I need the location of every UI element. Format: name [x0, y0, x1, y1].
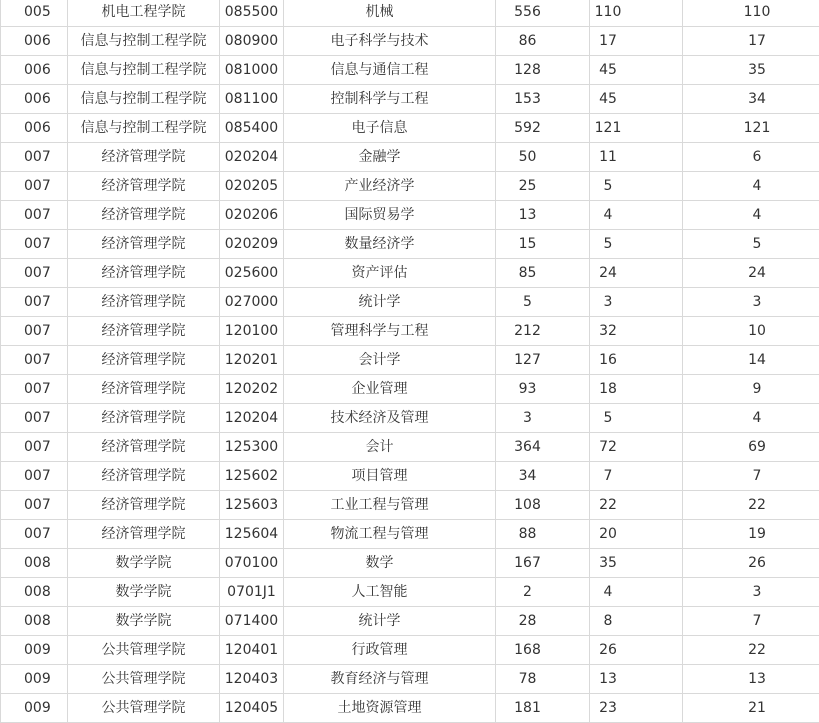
first-choice-admitted-cell: 4 — [683, 404, 819, 433]
major-code-cell: 120401 — [220, 636, 284, 665]
applicant-count-cell: 88 — [496, 520, 590, 549]
first-choice-admitted-cell: 5 — [683, 230, 819, 259]
major-name-cell: 国际贸易学 — [284, 201, 496, 230]
admitted-count-cell: 35 — [590, 549, 683, 578]
college-code-cell: 007 — [1, 346, 68, 375]
major-name-cell: 数学 — [284, 549, 496, 578]
major-name-cell: 统计学 — [284, 288, 496, 317]
college-name-cell: 数学学院 — [68, 578, 220, 607]
table-row — [1, 143, 819, 172]
major-name-cell: 土地资源管理 — [284, 694, 496, 723]
applicant-count-cell: 167 — [496, 549, 590, 578]
first-choice-admitted-cell: 10 — [683, 317, 819, 346]
applicant-count-cell: 153 — [496, 85, 590, 114]
college-name-cell: 经济管理学院 — [68, 317, 220, 346]
applicant-count-cell: 181 — [496, 694, 590, 723]
major-code-cell: 120100 — [220, 317, 284, 346]
first-choice-admitted-cell: 3 — [683, 578, 819, 607]
table-row — [1, 375, 819, 404]
table-row — [1, 665, 819, 694]
college-name-cell: 数学学院 — [68, 607, 220, 636]
major-code-cell: 085400 — [220, 114, 284, 143]
college-code-cell: 008 — [1, 607, 68, 636]
major-code-cell: 0701J1 — [220, 578, 284, 607]
college-name-cell: 机电工程学院 — [68, 0, 220, 27]
major-code-cell: 120202 — [220, 375, 284, 404]
college-name-cell: 信息与控制工程学院 — [68, 27, 220, 56]
college-code-cell: 007 — [1, 143, 68, 172]
table-row — [1, 549, 819, 578]
first-choice-admitted-cell: 9 — [683, 375, 819, 404]
major-name-cell: 物流工程与管理 — [284, 520, 496, 549]
first-choice-admitted-cell: 19 — [683, 520, 819, 549]
college-code-cell: 007 — [1, 375, 68, 404]
college-code-cell: 008 — [1, 549, 68, 578]
college-name-cell: 经济管理学院 — [68, 462, 220, 491]
major-name-cell: 产业经济学 — [284, 172, 496, 201]
college-code-cell: 007 — [1, 230, 68, 259]
admitted-count-cell: 17 — [590, 27, 683, 56]
major-name-cell: 教育经济与管理 — [284, 665, 496, 694]
college-code-cell: 007 — [1, 317, 68, 346]
major-code-cell: 081000 — [220, 56, 284, 85]
major-name-cell: 技术经济及管理 — [284, 404, 496, 433]
admitted-count-cell: 20 — [590, 520, 683, 549]
admitted-count-cell: 16 — [590, 346, 683, 375]
table-body — [1, 0, 819, 723]
major-code-cell: 020205 — [220, 172, 284, 201]
major-code-cell: 025600 — [220, 259, 284, 288]
admitted-count-cell: 24 — [590, 259, 683, 288]
college-name-cell: 经济管理学院 — [68, 172, 220, 201]
major-name-cell: 电子信息 — [284, 114, 496, 143]
college-code-cell: 007 — [1, 201, 68, 230]
admitted-count-cell: 4 — [590, 201, 683, 230]
table-row — [1, 636, 819, 665]
first-choice-admitted-cell: 7 — [683, 462, 819, 491]
admitted-count-cell: 23 — [590, 694, 683, 723]
college-name-cell: 经济管理学院 — [68, 346, 220, 375]
first-choice-admitted-cell: 21 — [683, 694, 819, 723]
major-name-cell: 会计学 — [284, 346, 496, 375]
college-name-cell: 经济管理学院 — [68, 433, 220, 462]
table-row — [1, 288, 819, 317]
college-name-cell: 经济管理学院 — [68, 259, 220, 288]
major-name-cell: 行政管理 — [284, 636, 496, 665]
college-name-cell: 经济管理学院 — [68, 201, 220, 230]
major-code-cell: 125300 — [220, 433, 284, 462]
admitted-count-cell: 72 — [590, 433, 683, 462]
college-code-cell: 007 — [1, 404, 68, 433]
college-code-cell: 007 — [1, 462, 68, 491]
college-code-cell: 007 — [1, 259, 68, 288]
college-code-cell: 005 — [1, 0, 68, 27]
table-row — [1, 0, 819, 27]
applicant-count-cell: 3 — [496, 404, 590, 433]
college-code-cell: 008 — [1, 578, 68, 607]
applicant-count-cell: 28 — [496, 607, 590, 636]
college-code-cell: 006 — [1, 85, 68, 114]
table-row — [1, 56, 819, 85]
admitted-count-cell: 110 — [590, 0, 683, 27]
first-choice-admitted-cell: 26 — [683, 549, 819, 578]
applicant-count-cell: 34 — [496, 462, 590, 491]
first-choice-admitted-cell: 22 — [683, 491, 819, 520]
major-code-cell: 070100 — [220, 549, 284, 578]
applicant-count-cell: 168 — [496, 636, 590, 665]
table-row — [1, 172, 819, 201]
first-choice-admitted-cell: 13 — [683, 665, 819, 694]
college-name-cell: 公共管理学院 — [68, 665, 220, 694]
applicant-count-cell: 5 — [496, 288, 590, 317]
table-row — [1, 346, 819, 375]
first-choice-admitted-cell: 14 — [683, 346, 819, 375]
college-name-cell: 经济管理学院 — [68, 375, 220, 404]
admitted-count-cell: 7 — [590, 462, 683, 491]
college-code-cell: 007 — [1, 288, 68, 317]
table-row — [1, 317, 819, 346]
applicant-count-cell: 85 — [496, 259, 590, 288]
table-row — [1, 462, 819, 491]
college-name-cell: 数学学院 — [68, 549, 220, 578]
admitted-count-cell: 5 — [590, 404, 683, 433]
admitted-count-cell: 22 — [590, 491, 683, 520]
college-code-cell: 007 — [1, 172, 68, 201]
college-name-cell: 经济管理学院 — [68, 520, 220, 549]
table-row — [1, 433, 819, 462]
major-code-cell: 085500 — [220, 0, 284, 27]
college-name-cell: 信息与控制工程学院 — [68, 114, 220, 143]
table-row — [1, 85, 819, 114]
first-choice-admitted-cell: 24 — [683, 259, 819, 288]
major-name-cell: 资产评估 — [284, 259, 496, 288]
table-row — [1, 694, 819, 723]
table-row — [1, 404, 819, 433]
admitted-count-cell: 3 — [590, 288, 683, 317]
major-code-cell: 020209 — [220, 230, 284, 259]
first-choice-admitted-cell: 4 — [683, 172, 819, 201]
admitted-count-cell: 11 — [590, 143, 683, 172]
college-name-cell: 信息与控制工程学院 — [68, 56, 220, 85]
applicant-count-cell: 364 — [496, 433, 590, 462]
college-code-cell: 009 — [1, 636, 68, 665]
college-name-cell: 经济管理学院 — [68, 404, 220, 433]
college-code-cell: 006 — [1, 27, 68, 56]
college-code-cell: 007 — [1, 520, 68, 549]
applicant-count-cell: 556 — [496, 0, 590, 27]
college-name-cell: 经济管理学院 — [68, 230, 220, 259]
major-code-cell: 120403 — [220, 665, 284, 694]
college-name-cell: 经济管理学院 — [68, 491, 220, 520]
table-row — [1, 607, 819, 636]
table-row — [1, 578, 819, 607]
applicant-count-cell: 592 — [496, 114, 590, 143]
table-row — [1, 520, 819, 549]
applicant-count-cell: 108 — [496, 491, 590, 520]
major-name-cell: 机械 — [284, 0, 496, 27]
college-name-cell: 信息与控制工程学院 — [68, 85, 220, 114]
major-name-cell: 控制科学与工程 — [284, 85, 496, 114]
first-choice-admitted-cell: 121 — [683, 114, 819, 143]
college-code-cell: 007 — [1, 433, 68, 462]
applicant-count-cell: 15 — [496, 230, 590, 259]
major-code-cell: 125604 — [220, 520, 284, 549]
applicant-count-cell: 93 — [496, 375, 590, 404]
college-name-cell: 公共管理学院 — [68, 636, 220, 665]
admitted-count-cell: 45 — [590, 85, 683, 114]
table-row — [1, 27, 819, 56]
applicant-count-cell: 50 — [496, 143, 590, 172]
table-row — [1, 201, 819, 230]
first-choice-admitted-cell: 4 — [683, 201, 819, 230]
major-name-cell: 企业管理 — [284, 375, 496, 404]
applicant-count-cell: 13 — [496, 201, 590, 230]
major-code-cell: 120201 — [220, 346, 284, 375]
first-choice-admitted-cell: 69 — [683, 433, 819, 462]
major-code-cell: 071400 — [220, 607, 284, 636]
first-choice-admitted-cell: 7 — [683, 607, 819, 636]
applicant-count-cell: 86 — [496, 27, 590, 56]
major-code-cell: 027000 — [220, 288, 284, 317]
admitted-count-cell: 32 — [590, 317, 683, 346]
first-choice-admitted-cell: 3 — [683, 288, 819, 317]
applicant-count-cell: 127 — [496, 346, 590, 375]
college-code-cell: 007 — [1, 491, 68, 520]
admitted-count-cell: 8 — [590, 607, 683, 636]
first-choice-admitted-cell: 6 — [683, 143, 819, 172]
applicant-count-cell: 212 — [496, 317, 590, 346]
college-code-cell: 006 — [1, 114, 68, 143]
table-row — [1, 230, 819, 259]
major-code-cell: 125602 — [220, 462, 284, 491]
first-choice-admitted-cell: 34 — [683, 85, 819, 114]
applicant-count-cell: 128 — [496, 56, 590, 85]
table-row — [1, 114, 819, 143]
major-name-cell: 金融学 — [284, 143, 496, 172]
major-code-cell: 081100 — [220, 85, 284, 114]
admitted-count-cell: 5 — [590, 172, 683, 201]
major-name-cell: 项目管理 — [284, 462, 496, 491]
college-code-cell: 009 — [1, 694, 68, 723]
major-code-cell: 080900 — [220, 27, 284, 56]
college-name-cell: 公共管理学院 — [68, 694, 220, 723]
major-code-cell: 125603 — [220, 491, 284, 520]
first-choice-admitted-cell: 110 — [683, 0, 819, 27]
college-code-cell: 006 — [1, 56, 68, 85]
table-row — [1, 491, 819, 520]
major-code-cell: 120204 — [220, 404, 284, 433]
first-choice-admitted-cell: 17 — [683, 27, 819, 56]
major-code-cell: 020204 — [220, 143, 284, 172]
admitted-count-cell: 4 — [590, 578, 683, 607]
college-code-cell: 009 — [1, 665, 68, 694]
first-choice-admitted-cell: 22 — [683, 636, 819, 665]
admitted-count-cell: 13 — [590, 665, 683, 694]
major-name-cell: 电子科学与技术 — [284, 27, 496, 56]
admitted-count-cell: 45 — [590, 56, 683, 85]
major-name-cell: 工业工程与管理 — [284, 491, 496, 520]
major-name-cell: 管理科学与工程 — [284, 317, 496, 346]
admitted-count-cell: 18 — [590, 375, 683, 404]
table-row — [1, 259, 819, 288]
applicant-count-cell: 78 — [496, 665, 590, 694]
college-name-cell: 经济管理学院 — [68, 143, 220, 172]
applicant-count-cell: 25 — [496, 172, 590, 201]
first-choice-admitted-cell: 35 — [683, 56, 819, 85]
major-name-cell: 数量经济学 — [284, 230, 496, 259]
admitted-count-cell: 26 — [590, 636, 683, 665]
admitted-count-cell: 121 — [590, 114, 683, 143]
major-name-cell: 统计学 — [284, 607, 496, 636]
college-name-cell: 经济管理学院 — [68, 288, 220, 317]
major-name-cell: 会计 — [284, 433, 496, 462]
major-code-cell: 120405 — [220, 694, 284, 723]
major-name-cell: 信息与通信工程 — [284, 56, 496, 85]
applicant-count-cell: 2 — [496, 578, 590, 607]
major-code-cell: 020206 — [220, 201, 284, 230]
admitted-count-cell: 5 — [590, 230, 683, 259]
major-name-cell: 人工智能 — [284, 578, 496, 607]
